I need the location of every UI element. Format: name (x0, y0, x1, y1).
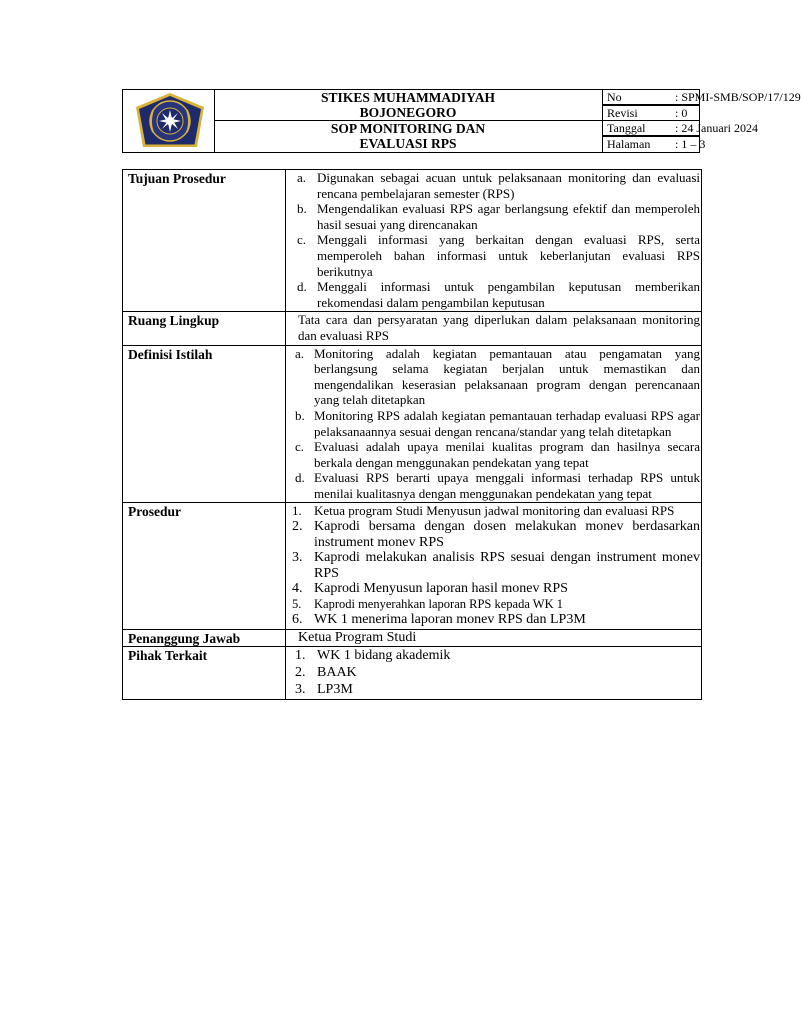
section-content (286, 312, 702, 345)
meta-divider (602, 104, 699, 105)
meta-divider (602, 120, 699, 121)
list-marker: b. (295, 407, 305, 423)
row-tujuan (123, 170, 702, 312)
ruang-lingkup-text: Tata cara dan persyaratan yang diperlukan dalam pelaksanaan monitoring dan evaluasi RPS (298, 312, 700, 343)
list-text: Monitoring RPS adalah kegiatan pemantauan terhadap evaluasi RPS agar pelaksanaannya sesuai dengan rencana/standar yang telah ditetapkan (314, 407, 700, 439)
prosedur-list (289, 503, 700, 627)
section-label: Penanggung Jawab (123, 629, 286, 647)
section-label: Pihak Terkait (123, 647, 286, 700)
list-marker: a. (295, 345, 305, 361)
list-item (289, 581, 700, 597)
meta-value: : 0 (675, 105, 688, 120)
list-text: Evaluasi adalah upaya menilai kualitas program dan hasilnya secara berkala dengan menggunakan pendekatan yang tepat (314, 439, 700, 470)
list-item (289, 408, 700, 439)
list-item (289, 503, 700, 519)
row-definisi (123, 345, 702, 503)
institution-logo-icon (135, 92, 205, 150)
sop-content-table (122, 169, 702, 700)
sop-title-line2: EVALUASI RPS (359, 136, 457, 151)
list-marker: 5. (292, 596, 302, 611)
row-ruang-lingkup (123, 312, 702, 345)
list-text: Kaprodi Menyusun laporan hasil monev RPS (314, 581, 568, 597)
list-item (289, 232, 700, 279)
list-item (289, 597, 700, 613)
list-marker: 3. (292, 550, 303, 566)
definisi-list (289, 346, 700, 502)
section-content (286, 503, 702, 629)
meta-label: Halaman (607, 136, 651, 151)
tujuan-list (289, 170, 700, 310)
section-content (286, 170, 702, 312)
list-text: Kaprodi menyerahkan laporan RPS kepada WK 1 (314, 596, 564, 611)
institution-name-line1: STIKES MUHAMMADIYAH (321, 90, 495, 105)
list-text: Monitoring adalah kegiatan pemantauan atau pengamatan yang berlangsung selama kegiatan berjalan untuk memastikan dan mengendalikan keserasian pelaksanaan program dengan perencanaan yang telah ditetapkan (314, 345, 700, 408)
meta-value: : 24 Januari 2024 (675, 121, 758, 135)
pihak-list (289, 647, 700, 698)
logo-cell (123, 90, 215, 152)
list-text: Evaluasi RPS berarti upaya menggali informasi terhadap RPS untuk menilai kualitasnya dengan menggunakan pendekatan yang tepat (314, 470, 700, 501)
meta-divider (602, 135, 699, 136)
list-marker: d. (295, 470, 305, 486)
section-label: Definisi Istilah (123, 345, 286, 503)
list-text: BAAK (317, 665, 357, 681)
meta-label: Revisi (607, 105, 638, 120)
meta-row-halaman (603, 136, 706, 153)
section-content (286, 647, 702, 700)
list-item (289, 664, 700, 681)
meta-value: : SPMI-SMB/SOP/17/129 (675, 90, 801, 104)
list-text: Menggali informasi untuk pengambilan keputusan memberikan rekomendasi dalam pengambilan keputusan (317, 279, 700, 310)
list-text: Kaprodi melakukan analisis RPS sesuai dengan instrument monev RPS (314, 550, 700, 581)
section-content (286, 345, 702, 503)
meta-value: : 1 – 3 (675, 136, 706, 151)
list-text: Menggali informasi yang berkaitan dengan evaluasi RPS, serta memperoleh bahan informasi untuk keberlanjutan evaluasi RPS berikutnya (317, 232, 700, 279)
list-text: WK 1 bidang akademik (317, 648, 451, 664)
list-item (289, 439, 700, 470)
meta-label: Tanggal (607, 121, 646, 135)
sop-title (214, 121, 603, 152)
list-text: Ketua program Studi Menyusun jadwal monitoring dan evaluasi RPS (314, 503, 675, 519)
section-content (286, 629, 702, 647)
list-marker: 2. (295, 665, 306, 681)
document-header (122, 89, 801, 153)
list-marker: 2. (292, 519, 303, 535)
row-prosedur (123, 503, 702, 629)
list-item (289, 279, 700, 310)
row-penanggung-jawab (123, 629, 702, 647)
list-item (289, 681, 700, 698)
list-item (289, 346, 700, 408)
sop-title-line1: SOP MONITORING DAN (330, 121, 486, 136)
list-item (289, 170, 700, 201)
list-item (289, 612, 700, 628)
institution-name (214, 90, 603, 121)
list-marker: 1. (292, 503, 302, 519)
list-text: WK 1 menerima laporan monev RPS dan LP3M (314, 612, 586, 628)
row-pihak-terkait (123, 647, 702, 700)
list-marker: 4. (292, 581, 303, 597)
list-item (289, 470, 700, 501)
list-item (289, 550, 700, 581)
section-label: Ruang Lingkup (123, 312, 286, 345)
section-label: Tujuan Prosedur (123, 170, 286, 312)
penanggung-jawab-text: Ketua Program Studi (298, 629, 417, 645)
section-label: Prosedur (123, 503, 286, 629)
list-item (289, 519, 700, 550)
institution-name-line2: BOJONEGORO (359, 105, 457, 120)
list-text: LP3M (317, 682, 353, 698)
list-marker: 1. (295, 648, 306, 664)
meta-row-revisi (603, 106, 700, 122)
list-marker: b. (297, 201, 307, 217)
list-marker: 3. (295, 682, 306, 698)
list-item (289, 647, 700, 664)
list-text: Digunakan sebagai acuan untuk pelaksanaan monitoring dan evaluasi rencana pembelajaran semester (RPS) (317, 170, 700, 201)
list-item (289, 201, 700, 232)
list-marker: c. (297, 232, 307, 248)
list-text: Kaprodi bersama dengan dosen melakukan monev berdasarkan instrument monev RPS (314, 519, 700, 550)
list-text: Mengendalikan evaluasi RPS agar berlangsung efektif dan memperoleh hasil sesuai yang direncanakan (317, 201, 700, 232)
meta-label: No (607, 90, 622, 104)
list-marker: c. (295, 439, 305, 455)
list-marker: d. (297, 279, 307, 295)
list-marker: a. (297, 170, 307, 185)
list-marker: 6. (292, 612, 303, 628)
